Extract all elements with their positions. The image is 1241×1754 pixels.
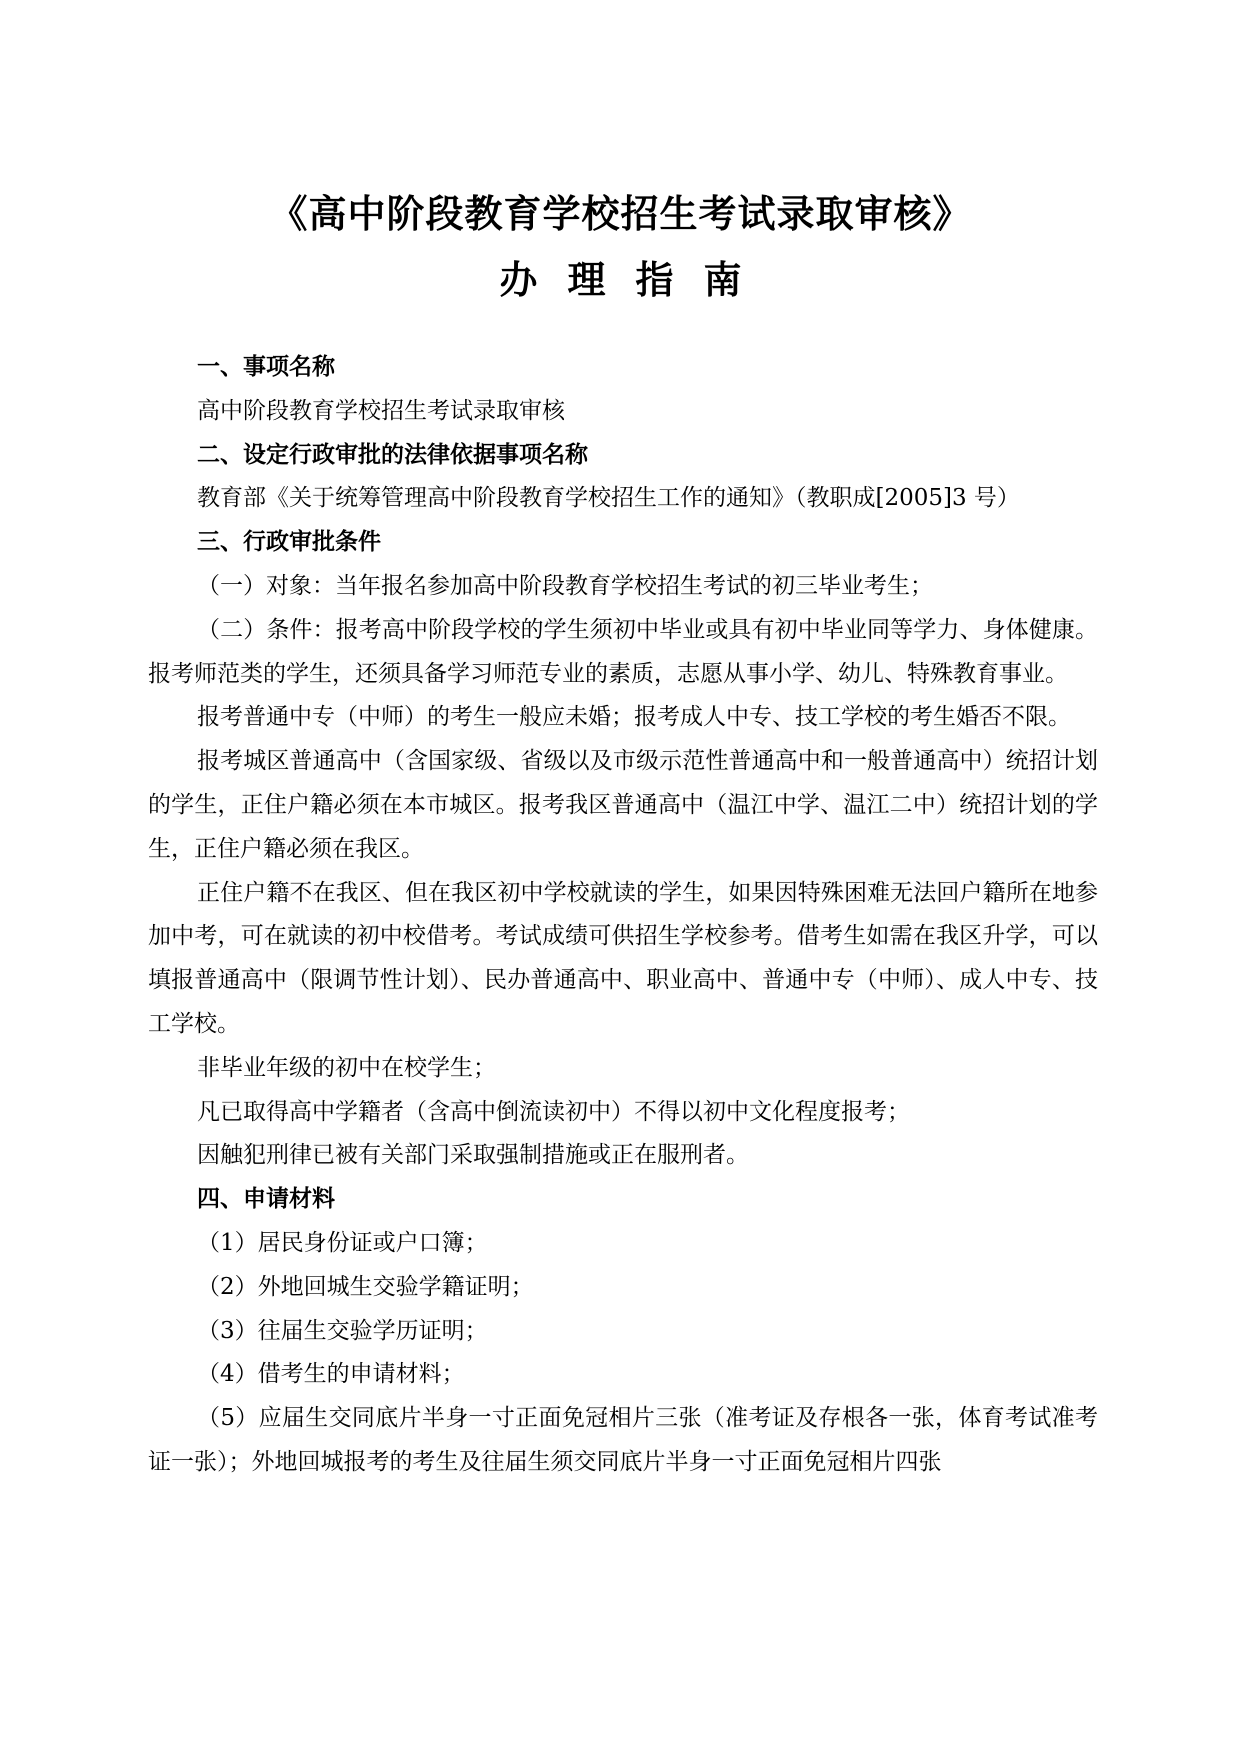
paragraph: （一）对象：当年报名参加高中阶段教育学校招生考试的初三毕业考生；	[197, 572, 933, 599]
paragraph: 报考城区普通高中（含国家级、省级以及市级示范性普通高中和一般普通高中）统招计划的学生，正住户籍必须在本市城区。报考我区普通高中（温江中学、温江二中）统招计划的学生，正住户籍必须在我区。	[148, 748, 1098, 862]
section-heading-legal-basis: 二、设定行政审批的法律依据事项名称	[197, 441, 588, 468]
section-heading-application-materials: 四、申请材料	[197, 1186, 335, 1213]
paragraph: 因触犯刑律已被有关部门采取强制措施或正在服刑者。	[197, 1142, 749, 1169]
paragraph: 高中阶段教育学校招生考试录取审核	[197, 397, 565, 424]
document-body	[148, 346, 1098, 1485]
document-subtitle: 办理指南	[499, 257, 772, 302]
document-title: 《高中阶段教育学校招生考试录取审核》	[269, 191, 972, 236]
paragraph: 正住户籍不在我区、但在我区初中学校就读的学生，如果因特殊困难无法回户籍所在地参加中考，可在就读的初中校借考。考试成绩可供招生学校参考。借考生如需在我区升学，可以填报普通高中（限调节性计划）、民办普通高中、职业高中、普通中专（中师）、成人中专、技工学校。	[148, 879, 1098, 1037]
paragraph: 教育部《关于统筹管理高中阶段教育学校招生工作的通知》（教职成[2005]3 号）	[197, 485, 1020, 512]
section-heading-approval-conditions: 三、行政审批条件	[197, 529, 381, 556]
paragraph: 凡已取得高中学籍者（含高中倒流读初中）不得以初中文化程度报考；	[197, 1098, 910, 1125]
list-item: （2）外地回城生交验学籍证明；	[197, 1273, 534, 1300]
list-item: （3）往届生交验学历证明；	[197, 1317, 488, 1344]
paragraph: （二）条件：报考高中阶段学校的学生须初中毕业或具有初中毕业同等学力、身体健康。报考师范类的学生，还须具备学习师范专业的素质，志愿从事小学、幼儿、特殊教育事业。	[148, 616, 1098, 687]
paragraph: 非毕业年级的初中在校学生；	[197, 1054, 496, 1081]
section-heading-item-name: 一、事项名称	[197, 354, 335, 380]
list-item: （4）借考生的申请材料；	[197, 1361, 465, 1388]
paragraph: 报考普通中专（中师）的考生一般应未婚；报考成人中专、技工学校的考生婚否不限。	[197, 704, 1071, 731]
list-item: （1）居民身份证或户口簿；	[197, 1229, 488, 1256]
list-item: （5）应届生交同底片半身一寸正面免冠相片三张（准考证及存根各一张，体育考试准考证一张）；外地回城报考的考生及往届生须交同底片半身一寸正面免冠相片四张	[148, 1405, 1098, 1475]
